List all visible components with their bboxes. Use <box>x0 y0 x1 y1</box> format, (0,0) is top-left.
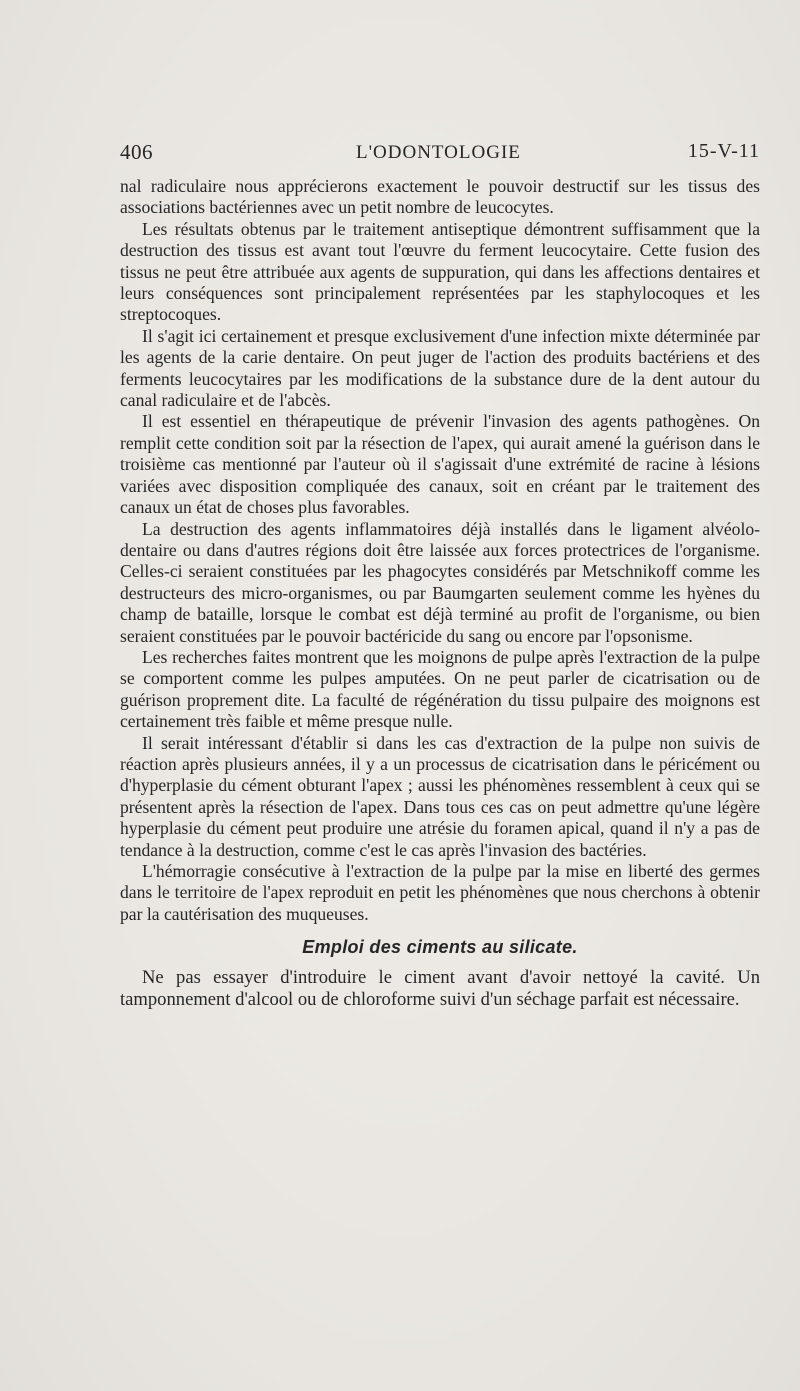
article-body <box>120 176 760 1011</box>
issue-date: 15-V-11 <box>687 140 760 162</box>
paragraph: La destruction des agents inflammatoires déjà installés dans le ligament alvéolo-dentaire ou dans d'autres régions doit être laissée aux forces protectrices de l'organisme. Celles-ci seraient constituées par les phagocytes considérés par Metschnikoff comme les destructeurs des micro-organismes, ou par Baumgarten seulement comme les hyènes du champ de bataille, lorsque le combat est déjà terminé au profit de l'organisme, ou bien seraient constituées par le pouvoir bactéricide du sang ou encore par l'opsonisme. <box>120 518 760 646</box>
journal-title: L'ODONTOLOGIE <box>356 142 521 163</box>
paragraph: Il est essentiel en thérapeutique de prévenir l'invasion des agents pathogènes. On remplit cette condition soit par la résection de l'apex, qui aurait amené la guérison dans le troisième cas mentionné par l'auteur où il s'agissait d'une extrémité de racine à lésions variées avec disposition compliquée des canaux, soit en créant par le traitement des canaux un état de choses plus favorables. <box>120 411 760 518</box>
paragraph: nal radiculaire nous apprécierons exactement le pouvoir destructif sur les tissus des associations bactériennes avec un petit nombre de leucocytes. <box>120 176 760 218</box>
running-header <box>120 140 760 168</box>
section-paragraph: Ne pas essayer d'introduire le ciment avant d'avoir nettoyé la cavité. Un tamponnement d'alcool ou de chloroforme suivi d'un séchage parfait est nécessaire. <box>120 966 760 1010</box>
paragraph: Les recherches faites montrent que les moignons de pulpe après l'extraction de la pulpe se comportent comme les pulpes amputées. On ne peut parler de cicatrisation ou de guérison proprement dite. La faculté de régénération du tissu pulpaire des moignons est certainement très faible et même presque nulle. <box>120 646 760 732</box>
paragraph: Les résultats obtenus par le traitement antiseptique démontrent suffisamment que la destruction des tissus est avant tout l'œuvre du ferment leucocytaire. Cette fusion des tissus ne peut être attribuée aux agents de suppuration, qui dans les affections dentaires et leurs conséquences sont principalement représentées par les staphylocoques et les streptocoques. <box>120 218 760 325</box>
paragraph: Il serait intéressant d'établir si dans les cas d'extraction de la pulpe non suivis de réaction après plusieurs années, il y a un processus de cicatrisation dans le péricément ou d'hyperplasie du cément obturant l'apex ; aussi les phénomènes ressemblent à ceux qui se présentent après la résection de l'apex. Dans tous ces cas on peut admettre qu'une légère hyperplasie du cément peut produire une atrésie du foramen apical, quand il n'y a pas de tendance à la destruction, comme c'est le cas après l'invasion des bactéries. <box>120 732 760 860</box>
section-heading: Emploi des ciments au silicate. <box>302 937 578 958</box>
paragraph: Il s'agit ici certainement et presque exclusivement d'une infection mixte déterminée par les agents de la carie dentaire. On peut juger de l'action des produits bactériens et des ferments leucocytaires par les modifications de la substance dure de la dent autour du canal radiculaire et de l'abcès. <box>120 325 760 411</box>
paragraph: L'hémorragie consécutive à l'extraction de la pulpe par la mise en liberté des germes dans le territoire de l'apex reproduit en petit les phénomènes que nous cherchons à obtenir par la cautérisation des muqueuses. <box>120 861 760 924</box>
page-number: 406 <box>120 140 153 164</box>
